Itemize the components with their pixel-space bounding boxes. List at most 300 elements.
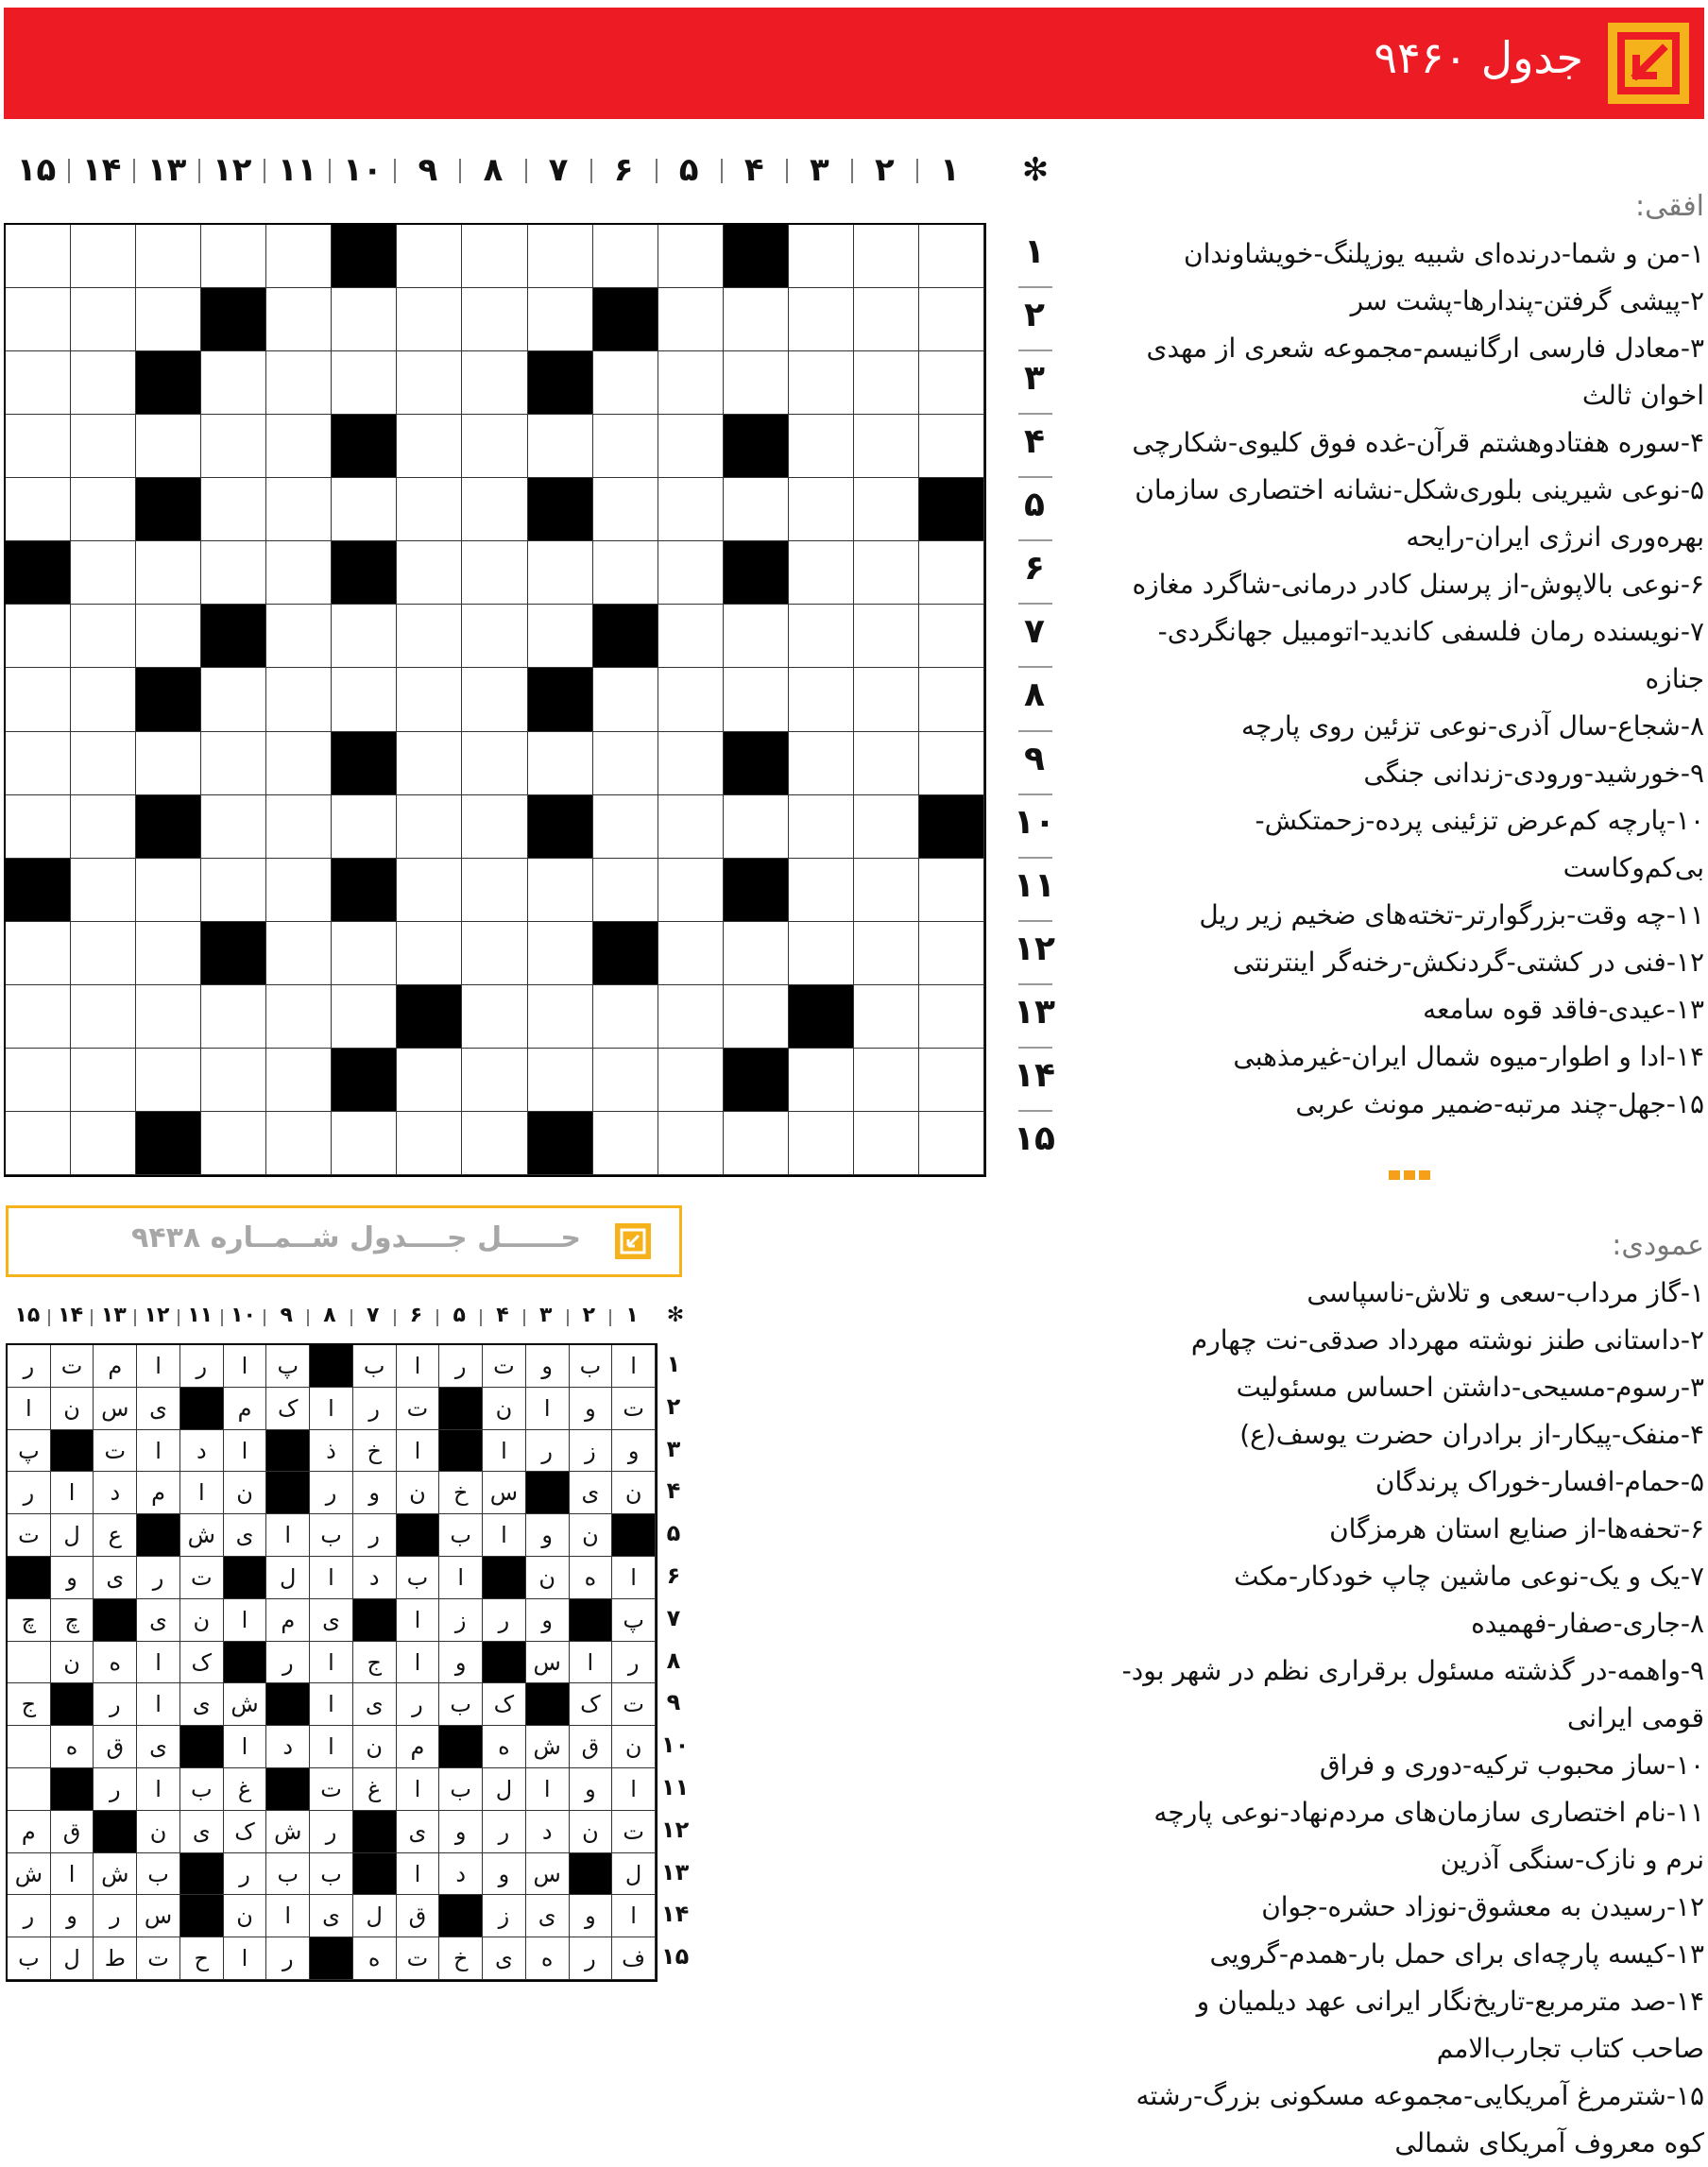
row-number: ۱۰: [1014, 802, 1055, 842]
black-cell: [332, 859, 397, 922]
solution-letter: ج: [353, 1642, 397, 1684]
grid-cell: [919, 415, 984, 478]
solution-letter: ب: [397, 1557, 440, 1599]
grid-cell: [919, 1049, 984, 1112]
solution-letter: ز: [483, 1895, 526, 1937]
row-number: ۶: [1024, 549, 1045, 589]
solution-letter: و: [570, 1895, 613, 1937]
column-separator: [198, 159, 200, 183]
solution-letter: ذ: [310, 1430, 353, 1473]
grid-cell: [266, 985, 332, 1049]
column-separator: [329, 159, 331, 183]
grid-cell: [6, 732, 71, 795]
solution-letter: ن: [612, 1472, 656, 1514]
solution-letter: خ: [353, 1430, 397, 1473]
grid-cell: [332, 478, 397, 541]
solution-letter: ت: [94, 1430, 137, 1473]
solution-letter: ت: [483, 1345, 526, 1388]
solution-letter: ت: [612, 1388, 656, 1430]
grid-cell: [658, 922, 724, 985]
grid-cell: [854, 668, 919, 731]
grid-cell: [593, 415, 658, 478]
grid-cell: [462, 605, 527, 668]
solution-letter: ا: [224, 1430, 267, 1473]
solution-letter: س: [94, 1388, 137, 1430]
solution-letter: ش: [224, 1683, 267, 1726]
down-heading: عمودی:: [1612, 1229, 1704, 1262]
row-number: ۴: [666, 1477, 681, 1505]
solution-letter: ر: [224, 1853, 267, 1896]
page-title: جدول ۹۴۶۰: [1374, 32, 1583, 83]
solution-letter: ش: [180, 1514, 224, 1557]
row-separator: [1018, 857, 1052, 859]
black-cell: [724, 225, 789, 288]
grid-cell: [462, 985, 527, 1049]
grid-cell: [462, 1049, 527, 1112]
solution-letter: ر: [266, 1642, 310, 1684]
black-cell: [724, 859, 789, 922]
grid-cell: [71, 225, 136, 288]
grid-cell: [71, 795, 136, 859]
column-separator: [786, 159, 788, 183]
grid-cell: [789, 478, 854, 541]
solution-letter: ش: [266, 1811, 310, 1853]
solution-letter: چ: [51, 1599, 94, 1642]
column-separator: [567, 1309, 569, 1326]
black-cell: [724, 415, 789, 478]
grid-cell: [789, 1049, 854, 1112]
solution-letter: ک: [483, 1683, 526, 1726]
grid-cell: [658, 415, 724, 478]
grid-cell: [71, 605, 136, 668]
black-cell: [919, 795, 984, 859]
solution-letter: ن: [526, 1557, 570, 1599]
solution-letter: ز: [439, 1599, 483, 1642]
solution-letter: ب: [266, 1853, 310, 1896]
solution-letter: پ: [612, 1599, 656, 1642]
black-cell: [224, 1642, 267, 1684]
black-cell: [353, 1853, 397, 1896]
grid-cell: [71, 541, 136, 605]
down-clue: ۹-واهمه-در گذشته مسئول برقراری نظم در شهر بود-قومی ایرانی: [1121, 1655, 1704, 1733]
solution-letter: ا: [526, 1768, 570, 1811]
solution-letter: ت: [612, 1683, 656, 1726]
grid-cell: [6, 795, 71, 859]
solution-letter: ا: [180, 1472, 224, 1514]
grid-cell: [6, 668, 71, 731]
solution-letter: ب: [310, 1853, 353, 1896]
solution-letter: س: [526, 1642, 570, 1684]
grid-cell: [6, 922, 71, 985]
grid-cell: [6, 1112, 71, 1175]
grid-cell: [724, 922, 789, 985]
grid-cell: [789, 605, 854, 668]
solution-letter: ه: [94, 1642, 137, 1684]
black-cell: [439, 1388, 483, 1430]
down-clue: ۸-جاری-صفار-فهمیده: [1471, 1608, 1704, 1639]
solution-letter: ر: [397, 1683, 440, 1726]
column-separator: [68, 159, 70, 183]
solution-letter: ر: [483, 1599, 526, 1642]
solution-letter: ت: [397, 1937, 440, 1980]
column-separator: [350, 1309, 352, 1326]
solution-letter: ه: [353, 1937, 397, 1980]
black-cell: [593, 922, 658, 985]
grid-cell: [593, 985, 658, 1049]
solution-letter: ی: [353, 1683, 397, 1726]
solution-letter: ا: [612, 1345, 656, 1388]
grid-cell: [266, 351, 332, 415]
solution-letter: ی: [570, 1472, 613, 1514]
column-separator: [307, 1309, 309, 1326]
solution-letter: ب: [137, 1853, 180, 1896]
row-number: ۳: [1024, 359, 1045, 399]
black-cell: [51, 1768, 94, 1811]
grid-cell: [266, 1049, 332, 1112]
solution-letter: ر: [570, 1937, 613, 1980]
grid-cell: [528, 288, 593, 351]
grid-cell: [332, 795, 397, 859]
grid-cell: [201, 478, 266, 541]
column-number: ۱۵: [16, 151, 57, 189]
solution-letter: ب: [8, 1937, 51, 1980]
grid-cell: [919, 668, 984, 731]
solution-letter: ل: [353, 1895, 397, 1937]
column-number: ۷: [367, 1304, 380, 1327]
black-cell: [310, 1345, 353, 1388]
grid-cell: [397, 859, 462, 922]
solution-letter: ب: [439, 1683, 483, 1726]
solution-letter: و: [526, 1514, 570, 1557]
grid-cell: [71, 732, 136, 795]
across-clue: ۷-نویسنده رمان فلسفی کاندید-اتومبیل جهانگردی-جنازه: [1157, 616, 1704, 694]
solution-letter: ب: [439, 1768, 483, 1811]
across-heading: افقی:: [1635, 190, 1704, 223]
solution-letter: و: [51, 1895, 94, 1937]
row-number: ۱۲: [661, 1816, 690, 1843]
row-number: ۱۴: [661, 1901, 690, 1928]
black-cell: [526, 1472, 570, 1514]
grid-cell: [789, 415, 854, 478]
solution-letter: ا: [310, 1726, 353, 1768]
black-cell: [528, 478, 593, 541]
grid-cell: [332, 668, 397, 731]
grid-cell: [462, 288, 527, 351]
row-number: ۱۳: [1014, 992, 1055, 1032]
black-cell: [266, 1472, 310, 1514]
solution-letter: ا: [397, 1599, 440, 1642]
solution-letter: ج: [8, 1683, 51, 1726]
black-cell: [439, 1895, 483, 1937]
grid-cell: [136, 859, 201, 922]
grid-cell: [593, 1049, 658, 1112]
row-separator: [1018, 793, 1052, 795]
solution-letter: و: [526, 1599, 570, 1642]
solution-letter: ش: [526, 1726, 570, 1768]
grid-cell: [789, 1112, 854, 1175]
grid-cell: [593, 732, 658, 795]
solution-letter: ا: [612, 1768, 656, 1811]
solution-letter: ت: [8, 1514, 51, 1557]
solution-letter: ر: [310, 1811, 353, 1853]
solution-letter: ی: [94, 1557, 137, 1599]
across-clue: ۱۲-فنی در کشتی-گردنکش-رخنه‌گر اینترنتی: [1232, 947, 1704, 978]
black-cell: [201, 922, 266, 985]
column-separator: [609, 1309, 611, 1326]
grid-cell: [789, 859, 854, 922]
column-separator: [590, 159, 592, 183]
solution-letter: ا: [310, 1683, 353, 1726]
grid-cell: [462, 732, 527, 795]
column-number: ۱۰: [343, 151, 383, 189]
solution-letter: و: [612, 1430, 656, 1473]
across-clue: ۲-پیشی گرفتن-پندارها-پشت سر: [1350, 285, 1704, 316]
solution-letter: ی: [137, 1599, 180, 1642]
solution-letter: ا: [310, 1557, 353, 1599]
solution-letter: ر: [137, 1557, 180, 1599]
grid-cell: [724, 351, 789, 415]
black-cell: [570, 1853, 613, 1896]
solution-letter: ر: [94, 1683, 137, 1726]
grid-cell: [71, 415, 136, 478]
solution-letter: و: [353, 1472, 397, 1514]
black-cell: [397, 985, 462, 1049]
column-number: ۱۰: [231, 1304, 256, 1327]
across-clue: ۸-شجاع-سال آذری-نوعی تزئین روی پارچه: [1241, 710, 1704, 742]
grid-cell: [397, 605, 462, 668]
grid-cell: [136, 415, 201, 478]
grid-cell: [919, 541, 984, 605]
column-number: ۱۱: [278, 151, 317, 189]
column-number: ۲: [582, 1304, 596, 1327]
solution-letter: د: [266, 1726, 310, 1768]
black-cell: [94, 1599, 137, 1642]
row-separator: [1018, 603, 1052, 605]
grid-cell: [593, 859, 658, 922]
grid-cell: [266, 478, 332, 541]
grid-cell: [789, 541, 854, 605]
solution-letter: ر: [353, 1388, 397, 1430]
solution-letter: ق: [397, 1895, 440, 1937]
grid-cell: [593, 795, 658, 859]
grid-cell: [724, 668, 789, 731]
solution-letter: ن: [353, 1726, 397, 1768]
black-cell: [526, 1683, 570, 1726]
row-separator: [1018, 920, 1052, 922]
grid-cell: [658, 541, 724, 605]
solution-letter: ا: [51, 1472, 94, 1514]
grid-cell: [919, 288, 984, 351]
grid-cell: [919, 922, 984, 985]
solution-letter: ش: [8, 1853, 51, 1896]
solution-letter: ت: [310, 1768, 353, 1811]
column-number: ۹: [280, 1304, 293, 1327]
grid-cell: [462, 795, 527, 859]
solution-letter: ع: [94, 1514, 137, 1557]
grid-cell: [528, 985, 593, 1049]
solution-letter: ا: [612, 1557, 656, 1599]
grid-cell: [332, 351, 397, 415]
across-clue: ۱۴-ادا و اطوار-میوه شمال ایران-غیرمذهبی: [1233, 1041, 1704, 1072]
star-icon: ✻: [666, 1304, 685, 1327]
grid-cell: [854, 478, 919, 541]
solution-letter: ا: [137, 1683, 180, 1726]
black-cell: [201, 288, 266, 351]
solution-letter: م: [94, 1345, 137, 1388]
row-number: ۵: [666, 1520, 681, 1547]
solution-letter: ت: [397, 1388, 440, 1430]
black-cell: [570, 1599, 613, 1642]
grid-cell: [528, 732, 593, 795]
grid-cell: [266, 225, 332, 288]
column-number: ۱: [940, 151, 960, 189]
black-cell: [136, 668, 201, 731]
solution-letter: م: [224, 1388, 267, 1430]
grid-cell: [397, 415, 462, 478]
down-clue: ۱۱-نام اختصاری سازمان‌های مردم‌نهاد-نوعی پارچه نرم و نازک-سنگی آذرین: [1153, 1797, 1704, 1875]
grid-cell: [593, 225, 658, 288]
solution-letter: ه: [570, 1557, 613, 1599]
grid-cell: [789, 288, 854, 351]
grid-cell: [71, 859, 136, 922]
row-number: ۷: [1024, 612, 1045, 652]
down-clue: ۱۰-ساز محبوب ترکیه-دوری و فراق: [1319, 1749, 1704, 1781]
solution-letter: خ: [439, 1472, 483, 1514]
row-number: ۲: [666, 1392, 681, 1420]
grid-cell: [201, 1112, 266, 1175]
row-number: ۹: [666, 1689, 681, 1716]
solution-letter: ا: [137, 1345, 180, 1388]
solution-column-numbers: [6, 1304, 692, 1332]
column-number: ۱۴: [58, 1304, 84, 1327]
solution-letter: پ: [266, 1345, 310, 1388]
column-separator: [656, 159, 658, 183]
solution-letter: ی: [397, 1811, 440, 1853]
grid-cell: [528, 541, 593, 605]
column-number: ۴: [743, 151, 764, 189]
solution-letter: ه: [51, 1726, 94, 1768]
black-cell: [593, 288, 658, 351]
grid-cell: [854, 351, 919, 415]
black-cell: [483, 1642, 526, 1684]
black-cell: [266, 1768, 310, 1811]
grid-cell: [6, 225, 71, 288]
black-cell: [724, 541, 789, 605]
solution-letter: ا: [612, 1895, 656, 1937]
black-cell: [353, 1599, 397, 1642]
black-cell: [528, 795, 593, 859]
black-cell: [180, 1853, 224, 1896]
row-separator: [1018, 539, 1052, 541]
black-cell: [180, 1388, 224, 1430]
grid-cell: [919, 225, 984, 288]
black-cell: [528, 1112, 593, 1175]
column-separator: [91, 1309, 93, 1326]
grid-cell: [658, 478, 724, 541]
row-separator: [1018, 286, 1052, 288]
solution-letter: ی: [526, 1895, 570, 1937]
solution-letter: ی: [310, 1599, 353, 1642]
column-number: ۱۲: [212, 151, 252, 189]
solution-letter: م: [8, 1811, 51, 1853]
down-clue: ۶-تحفه‌ها-از صنایع استان هرمزگان: [1329, 1513, 1704, 1544]
grid-cell: [397, 1112, 462, 1175]
solution-letter: ر: [8, 1345, 51, 1388]
solution-letter: ط: [94, 1937, 137, 1980]
grid-cell: [397, 225, 462, 288]
row-number: ۷: [666, 1604, 681, 1631]
solution-letter: ب: [353, 1345, 397, 1388]
grid-cell: [136, 1049, 201, 1112]
grid-cell: [593, 1112, 658, 1175]
row-separator: [1018, 666, 1052, 668]
grid-cell: [397, 922, 462, 985]
grid-cell: [528, 922, 593, 985]
column-number: ۷: [548, 151, 569, 189]
solution-letter: ا: [137, 1768, 180, 1811]
solution-letter: ه: [483, 1726, 526, 1768]
row-separator: [1018, 476, 1052, 478]
solution-letter: ا: [224, 1599, 267, 1642]
column-number: ۱۳: [146, 151, 187, 189]
column-separator: [134, 1309, 136, 1326]
row-number: ۱۰: [661, 1732, 690, 1759]
down-clue: ۷-یک و یک-نوعی ماشین چاپ خودکار-مکث: [1234, 1561, 1704, 1592]
grid-cell: [724, 985, 789, 1049]
grid-cell: [593, 541, 658, 605]
solution-letter: ر: [266, 1937, 310, 1980]
grid-cell: [397, 795, 462, 859]
black-cell: [332, 732, 397, 795]
black-cell: [6, 859, 71, 922]
grid-cell: [71, 668, 136, 731]
solution-letter: ر: [353, 1514, 397, 1557]
grid-cell: [462, 668, 527, 731]
down-clue: ۱۵-شترمرغ آمریکایی-مجموعه مسکونی بزرگ-رشته کوه معروف آمریکای شمالی: [1136, 2080, 1704, 2158]
down-clue: ۱-گاز مرداب-سعی و تلاش-ناسپاسی: [1307, 1277, 1704, 1308]
black-cell: [94, 1811, 137, 1853]
across-clue: ۶-نوعی بالاپوش-از پرسنل کادر درمانی-شاگرد مغازه: [1132, 569, 1704, 600]
grid-cell: [266, 288, 332, 351]
solution-letter: ت: [137, 1937, 180, 1980]
solution-letter: م: [266, 1599, 310, 1642]
black-cell: [136, 351, 201, 415]
across-clue: ۱۱-چه وقت-بزرگوارتر-تخته‌های ضخیم زیر ریل: [1199, 899, 1704, 930]
solution-letter: ح: [180, 1937, 224, 1980]
solution-letter: چ: [8, 1599, 51, 1642]
down-clue: ۵-حمام-افسار-خوراک پرندگان: [1375, 1466, 1704, 1497]
solution-letter: ب: [439, 1514, 483, 1557]
grid-cell: [332, 288, 397, 351]
column-number: ۹: [418, 151, 438, 189]
solution-letter: ف: [612, 1937, 656, 1980]
grid-cell: [593, 351, 658, 415]
down-clue: ۲-داستانی طنز نوشته مهرداد صدقی-نت چهارم: [1190, 1324, 1704, 1356]
grid-cell: [201, 859, 266, 922]
solution-letter: و: [51, 1557, 94, 1599]
grid-cell: [332, 605, 397, 668]
solution-letter: س: [483, 1472, 526, 1514]
solution-letter: ک: [224, 1811, 267, 1853]
solution-letter: ا: [266, 1895, 310, 1937]
grid-cell: [201, 668, 266, 731]
grid-cell: [136, 541, 201, 605]
column-separator: [851, 159, 853, 183]
solution-letter: ا: [397, 1345, 440, 1388]
grid-cell: [528, 225, 593, 288]
grid-cell: [136, 732, 201, 795]
black-cell: [612, 1514, 656, 1557]
